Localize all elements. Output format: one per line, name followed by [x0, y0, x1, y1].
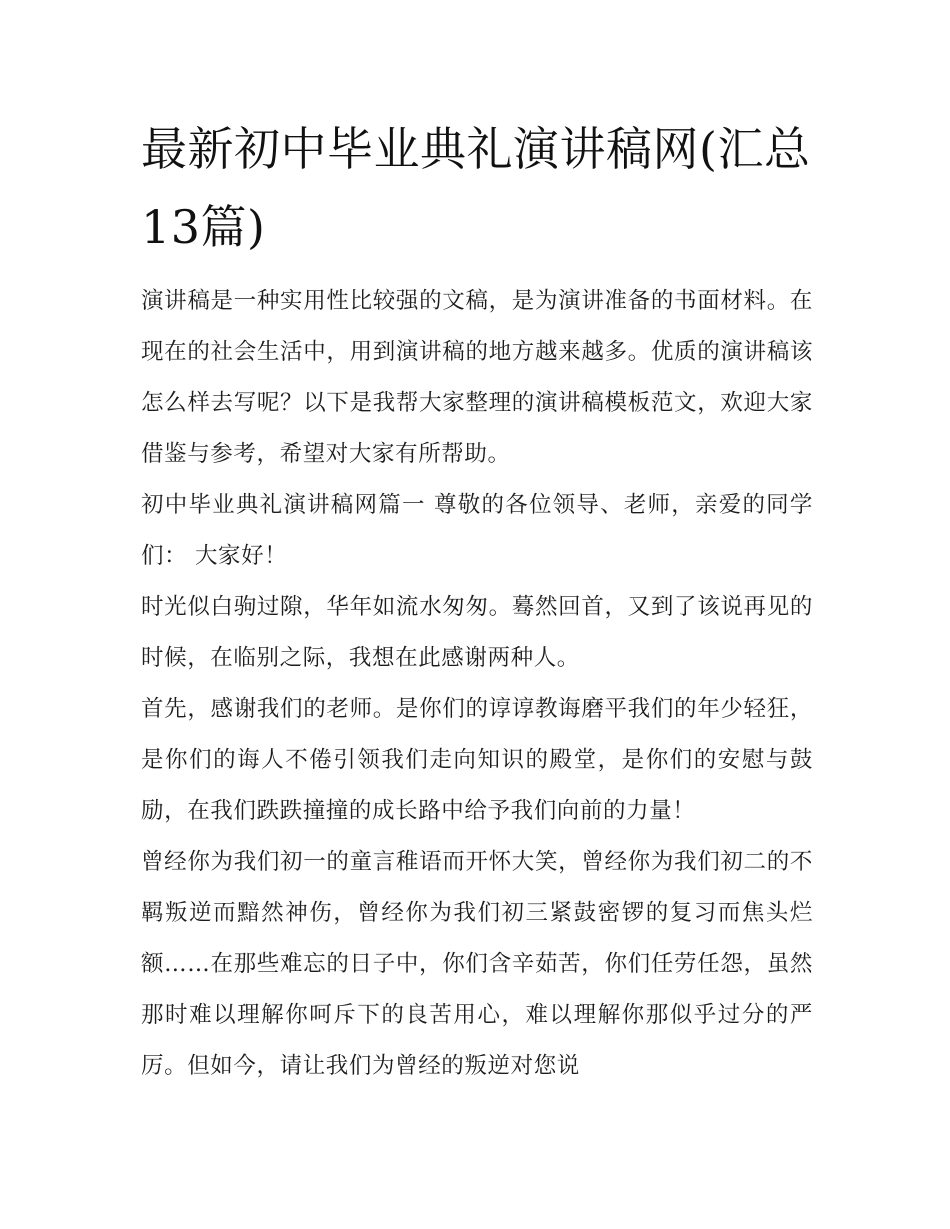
paragraph-intro: 演讲稿是一种实用性比较强的文稿，是为演讲准备的书面材料。在现在的社会生活中，用到演讲稿的地方越来越多。优质的演讲稿该怎么样去写呢？以下是我帮大家整理的演讲稿模板范文，欢迎大家借鉴与参考，希望对大家有所帮助。	[141, 288, 813, 467]
paragraph-time: 时光似白驹过隙，华年如流水匆匆。蓦然回首，又到了该说再见的时候，在临别之际，我想在此感谢两种人。	[141, 594, 813, 671]
document-title: 最新初中毕业典礼演讲稿网(汇总13篇)	[141, 122, 811, 254]
paragraph-thank-teachers: 首先，感谢我们的老师。是你们的谆谆教诲磨平我们的年少轻狂，是你们的诲人不倦引领我们走向知识的殿堂，是你们的安慰与鼓励，在我们跌跌撞撞的成长路中给予我们向前的力量！	[141, 696, 813, 824]
paragraph-memories: 曾经你为我们初一的童言稚语而开怀大笑，曾经你为我们初二的不羁叛逆而黯然神伤，曾经你为我们初三紧鼓密锣的复习而焦头烂额……在那些难忘的日子中，你们含辛茹苦，你们任劳任怨，虽然那时难以理解你呵斥下的良苦用心，难以理解你那似乎过分的严厉。但如今，请让我们为曾经的叛逆对您说	[141, 849, 813, 1079]
document-content	[141, 110, 813, 1092]
document-body	[141, 276, 813, 1092]
paragraph-greeting: 初中毕业典礼演讲稿网篇一 尊敬的各位领导、老师，亲爱的同学们： 大家好！	[141, 492, 813, 569]
